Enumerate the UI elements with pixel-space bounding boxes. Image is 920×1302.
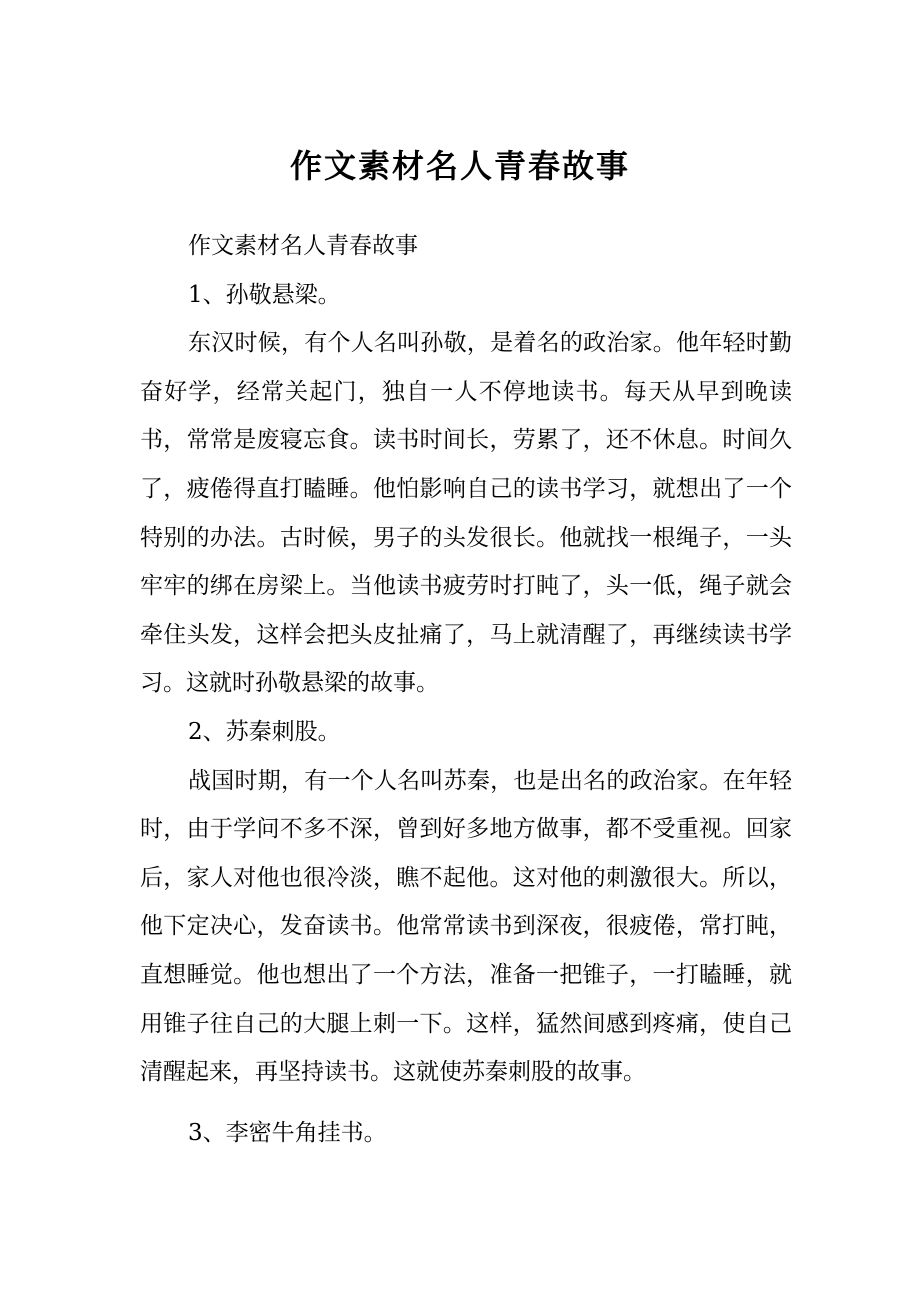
document-body [140, 222, 792, 1157]
paragraph-heading-3: 3、李密牛角挂书。 [188, 1119, 387, 1146]
document-title: 作文素材名人青春故事 [289, 147, 630, 185]
paragraph-heading-1: 1、孙敬悬梁。 [188, 281, 341, 308]
paragraph-subtitle: 作文素材名人青春故事 [188, 233, 418, 259]
paragraph-story-1: 东汉时候，有个人名叫孙敬，是着名的政治家。他年轻时勤奋好学，经常关起门，独自一人不停地读书。每天从早到晚读书，常常是废寝忘食。读书时间长，劳累了，还不休息。时间久了，疲倦得直打瞌睡。他怕影响自己的读书学习，就想出了一个特别的办法。古时候，男子的头发很长。他就找一根绳子，一头牢牢的绑在房梁上。当他读书疲劳时打盹了，头一低，绳子就会牵住头发，这样会把头皮扯痛了，马上就清醒了，再继续读书学习。这就时孙敬悬梁的故事。 [140, 330, 792, 697]
paragraph-story-2: 战国时期，有一个人名叫苏秦，也是出名的政治家。在年轻时，由于学问不多不深，曾到好多地方做事，都不受重视。回家后，家人对他也很冷淡，瞧不起他。这对他的刺激很大。所以，他下定决心，发奋读书。他常常读书到深夜，很疲倦，常打盹，直想睡觉。他也想出了一个方法，准备一把锥子，一打瞌睡，就用锥子往自己的大腿上刺一下。这样，猛然间感到疼痛，使自己清醒起来，再坚持读书。这就使苏秦刺股的故事。 [140, 767, 792, 1086]
paragraph-heading-2: 2、苏秦刺股。 [188, 718, 341, 745]
